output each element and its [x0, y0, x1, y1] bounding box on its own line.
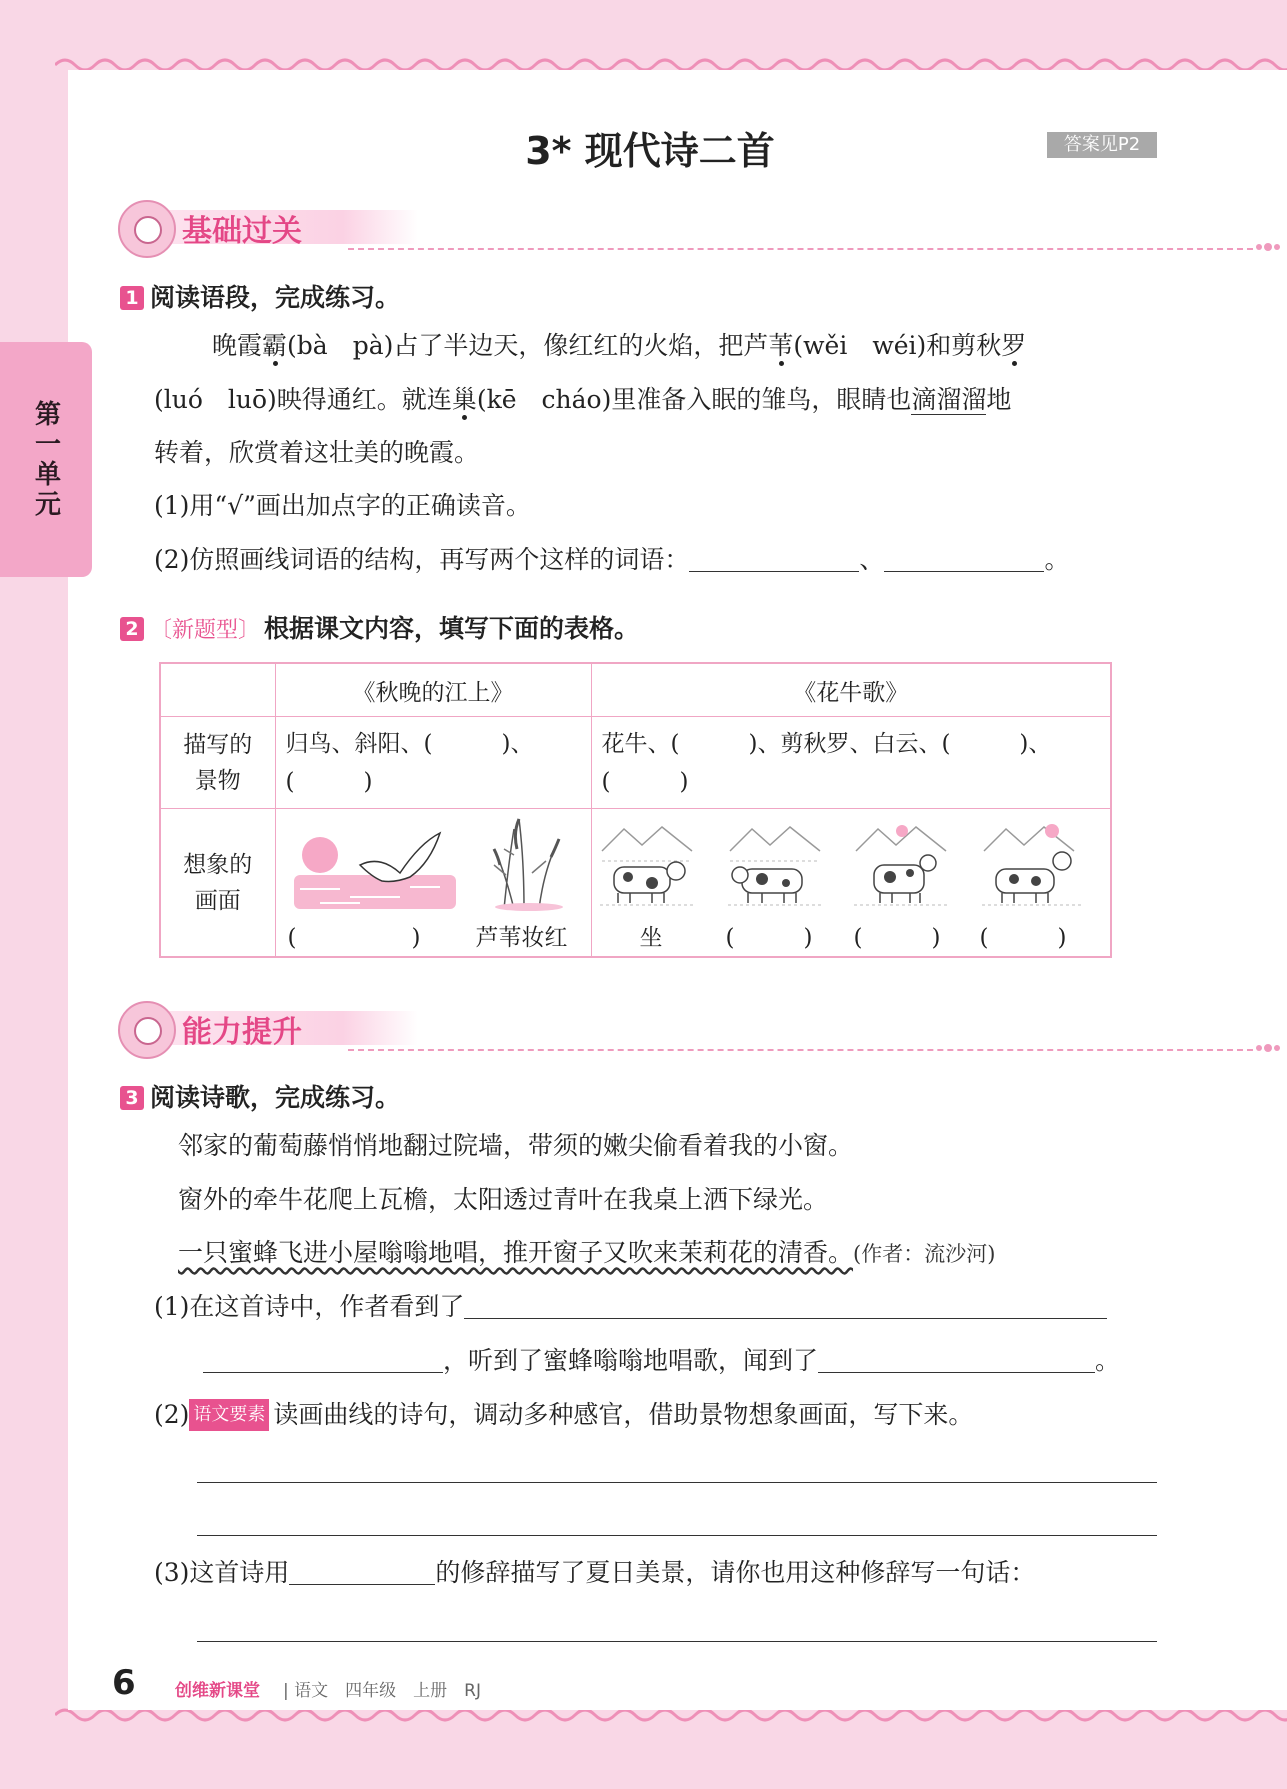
text-span: 。 — [1044, 545, 1070, 574]
table-corner-cell — [160, 663, 275, 717]
text-span: 地 — [986, 385, 1012, 414]
text-span: (2)仿照画线词语的结构，再写两个这样的词语： — [154, 545, 690, 574]
poem-line-1: 邻家的葡萄藤悄悄地翻过院墙，带须的嫩尖偷看着我的小窗。 — [178, 1131, 854, 1160]
question-text: 阅读诗歌，完成练习。 — [150, 1083, 401, 1112]
text-span: (3)这首诗用 — [154, 1558, 290, 1587]
question-number: 1 — [120, 286, 144, 310]
picture-answer-blank[interactable]: ( ) — [853, 925, 941, 952]
sunset-river-picture — [290, 827, 460, 911]
cell-line: ( ) — [285, 768, 373, 795]
picture-caption: 芦苇妆红 — [475, 925, 568, 952]
question-1-heading — [120, 278, 400, 314]
row-header — [160, 809, 275, 957]
answer-line[interactable] — [197, 1535, 1157, 1536]
answer-reference-badge: 答案见P2 — [1047, 132, 1157, 158]
q1-paragraph-line-3: 转着，欣赏着这壮美的晚霞。 — [154, 438, 480, 467]
text-span: 晚霞 — [212, 331, 263, 360]
poem-line-2: 窗外的牵牛花爬上瓦檐，太阳透过青叶在我桌上洒下绿光。 — [178, 1185, 829, 1214]
footer-brand: 创维新课堂 — [175, 1681, 260, 1701]
row-header-line: 景物 — [194, 767, 241, 794]
unit-tab — [0, 342, 92, 577]
unit-tab-label: 第一单元 — [30, 399, 61, 520]
mascot-icon — [118, 1001, 176, 1059]
table-header-cell: 《花牛歌》 — [591, 663, 1111, 717]
picture-answer-blank[interactable]: ( ) — [287, 925, 421, 952]
q3-sub-2 — [154, 1399, 973, 1431]
dotted-char: 苇 — [768, 331, 794, 360]
text-span: 。 — [1095, 1346, 1121, 1375]
table-cell[interactable] — [275, 717, 591, 809]
dots-icon — [1255, 1041, 1281, 1055]
text-span: (kē cháo)里准备入眠的雏鸟，眼睛也 — [476, 385, 912, 414]
q1-paragraph-line-1 — [212, 331, 1026, 361]
q3-sub-1-line-2 — [203, 1346, 1120, 1376]
row-header-line: 想象的 — [183, 851, 253, 878]
text-span: (2) — [154, 1400, 190, 1429]
section-divider — [348, 248, 1253, 250]
poem-author: (作者：流沙河) — [853, 1242, 996, 1266]
question-3-heading — [120, 1078, 400, 1114]
answer-blank[interactable] — [203, 1348, 443, 1373]
cow-picture-1 — [600, 821, 696, 907]
table-row — [160, 809, 1111, 957]
section-divider — [348, 1049, 1253, 1051]
image-cell-cows — [591, 809, 1111, 957]
footer-info: | 语文 四年级 上册 RJ — [283, 1681, 481, 1701]
text-span: 、 — [859, 545, 885, 574]
question-text: 根据课文内容，填写下面的表格。 — [264, 614, 640, 643]
section-title: 能力提升 — [182, 1015, 302, 1050]
text-span: (bà pà)占了半边天，像红红的火焰，把芦 — [287, 331, 769, 360]
question-text: 阅读语段，完成练习。 — [150, 283, 401, 312]
key-element-tag: 语文要素 — [189, 1399, 269, 1431]
text-span: 读画曲线的诗句，调动多种感官，借助景物想象画面，写下来。 — [273, 1400, 974, 1429]
answer-blank[interactable] — [818, 1348, 1095, 1373]
page-number: 6 — [112, 1663, 136, 1703]
answer-blank[interactable] — [289, 1560, 435, 1585]
row-header-line: 画面 — [194, 887, 241, 914]
page-title: 3* 现代诗二首 — [525, 129, 775, 173]
cell-line: 归鸟、斜阳、( )、 — [285, 730, 534, 757]
cell-line: 花牛、( )、剪秋罗、白云、( )、 — [601, 730, 1052, 757]
section-title: 基础过关 — [182, 214, 302, 249]
answer-blank[interactable] — [464, 1294, 1107, 1319]
answer-blank[interactable] — [884, 547, 1044, 572]
reed-picture — [484, 815, 574, 911]
picture-answer-blank[interactable]: ( ) — [725, 925, 813, 952]
dotted-char: 霸 — [262, 331, 288, 360]
q1-sub-2 — [154, 545, 1069, 575]
text-span: (1)在这首诗中，作者看到了 — [154, 1292, 465, 1321]
answer-line[interactable] — [197, 1641, 1157, 1642]
text-span: (luó luō)映得通红。就连 — [154, 385, 452, 414]
answer-line[interactable] — [197, 1482, 1157, 1483]
table-header-cell: 《秋晚的江上》 — [275, 663, 591, 717]
cow-picture-2 — [728, 821, 824, 907]
table-header-row — [160, 663, 1111, 717]
q3-sub-3 — [154, 1558, 1035, 1588]
text-span: (wěi wéi)和剪秋 — [793, 331, 1002, 360]
answer-table — [159, 662, 1112, 958]
picture-answer-blank[interactable]: ( ) — [979, 925, 1067, 952]
answer-blank[interactable] — [689, 547, 859, 572]
q1-paragraph-line-2 — [154, 385, 1011, 415]
question-number: 2 — [120, 617, 144, 641]
section-header-ability — [118, 999, 1168, 1055]
question-2-heading — [120, 609, 639, 645]
cow-picture-3 — [854, 821, 950, 907]
q3-sub-1-line-1 — [154, 1292, 1107, 1322]
wavy-underlined-line: 一只蜜蜂飞进小屋嗡嗡地唱，推开窗子又吹来茉莉花的清香。 — [178, 1238, 854, 1267]
image-cell-river — [275, 809, 591, 957]
text-span: 的修辞描写了夏日美景，请你也用这种修辞写一句话： — [435, 1558, 1036, 1587]
text-span: ，听到了蜜蜂嗡嗡地唱歌，闻到了 — [443, 1346, 819, 1375]
question-number: 3 — [120, 1086, 144, 1110]
q1-sub-1: (1)用“√”画出加点字的正确读音。 — [154, 491, 531, 520]
mascot-icon — [118, 200, 176, 258]
picture-caption: 坐 — [639, 925, 663, 952]
dotted-char: 罗 — [1001, 331, 1027, 360]
table-cell[interactable] — [591, 717, 1111, 809]
dotted-char: 巢 — [451, 385, 477, 414]
new-type-tag: 〔新题型〕 — [150, 618, 261, 643]
underlined-word: 滴溜溜 — [911, 385, 987, 414]
dots-icon — [1255, 240, 1281, 254]
row-header — [160, 717, 275, 809]
row-header-line: 描写的 — [183, 731, 253, 758]
cow-picture-4 — [982, 821, 1082, 907]
table-row — [160, 717, 1111, 809]
section-header-basic — [118, 198, 1168, 254]
poem-line-3 — [178, 1238, 995, 1269]
cell-line: ( ) — [601, 768, 689, 795]
